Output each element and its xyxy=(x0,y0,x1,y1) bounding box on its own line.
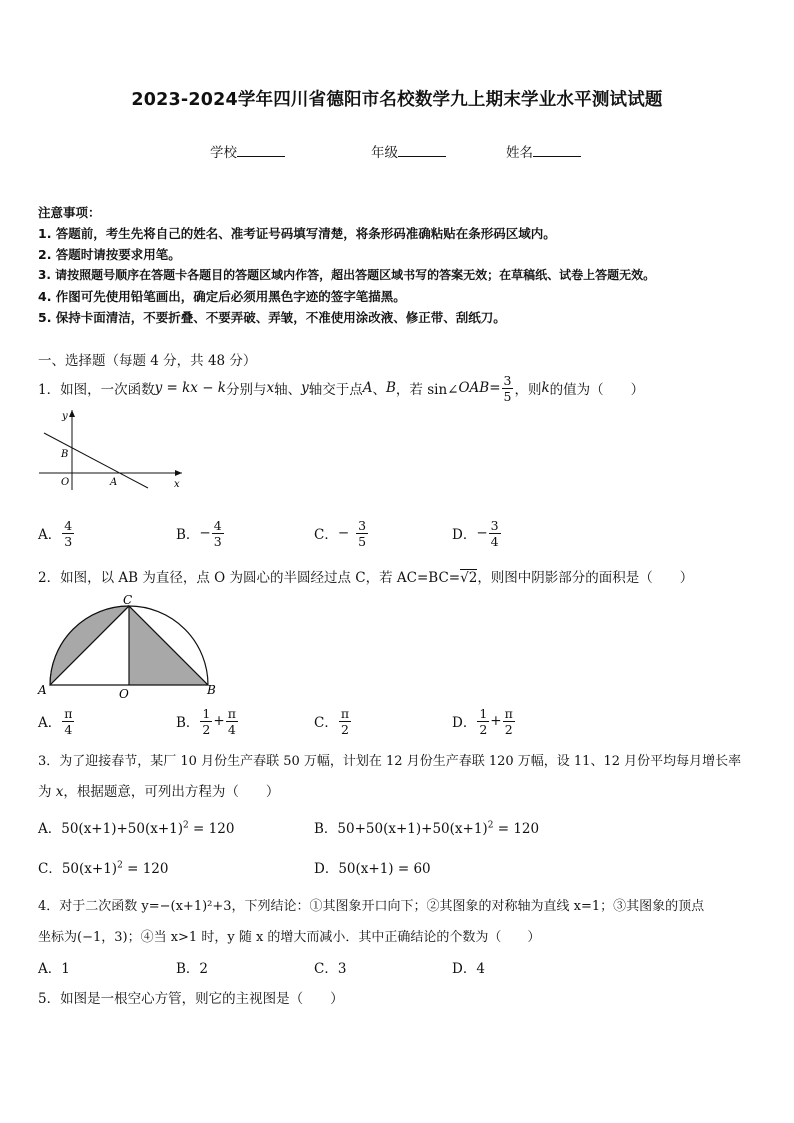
numerator: 4 xyxy=(64,517,73,533)
q4-stem-line1: 4．对于二次函数 y=−(x+1)²+3，下列结论：①其图象开口向下；②其图象的对称轴为直线 x=1；③其图象的顶点 xyxy=(38,899,705,914)
denominator: 4 xyxy=(227,721,236,737)
q2-text: ，则图中阴影部分的面积是（ ） xyxy=(477,570,694,586)
denominator: 5 xyxy=(358,533,367,549)
option-label: B． xyxy=(176,715,200,731)
q2-option-c[interactable] xyxy=(314,702,352,740)
q1-text: = xyxy=(489,380,501,396)
q1-option-b[interactable] xyxy=(176,514,225,552)
option-label: C． xyxy=(314,527,338,543)
option-expression: = 120 xyxy=(493,821,540,837)
name-label: 姓名 xyxy=(506,145,533,161)
label-y: y xyxy=(62,411,68,422)
option-expression: = 120 xyxy=(188,821,235,837)
q1-option-c[interactable] xyxy=(314,514,369,552)
note-item: 2. 答题时请按要求用笔。 xyxy=(38,247,181,262)
q3-stem-line2 xyxy=(38,780,279,800)
option-fraction xyxy=(489,518,501,549)
q3-option-d[interactable] xyxy=(314,857,431,877)
option-expression: 50+50(x+1)+50(x+1) xyxy=(337,821,488,837)
label-b: B xyxy=(61,449,69,460)
denominator: 5 xyxy=(503,388,512,404)
q1-var-y: y xyxy=(301,380,309,396)
q5-stem: 5．如图是一根空心方管，则它的主视图是（ ） xyxy=(38,991,344,1007)
option-expression: 50(x+1)+50(x+1) xyxy=(61,821,184,837)
denominator: 3 xyxy=(213,533,222,549)
notes-heading: 注意事项： xyxy=(38,205,101,220)
option-expression: = 120 xyxy=(122,861,169,877)
name-blank[interactable] xyxy=(533,144,581,157)
q2-figure xyxy=(34,592,224,702)
q1-text: 、 xyxy=(372,382,386,398)
plus-sign: + xyxy=(213,713,225,729)
note-item: 4. 作图可先使用铅笔画出，确定后必须用黑色字迹的签字笔描黑。 xyxy=(38,289,406,304)
q1-var-x: x xyxy=(266,380,275,396)
option-fraction xyxy=(212,518,224,549)
label-o: O xyxy=(119,687,129,701)
q1-option-d[interactable] xyxy=(452,514,502,552)
x-axis-arrow xyxy=(175,470,182,476)
q1-text: 的值为（ ） xyxy=(549,382,645,398)
q3-stem-line1: 3．为了迎接春节，某厂 10 月份生产春联 50 万幅，计划在 12 月份生产春联 120 万幅，设 11、12 月份平均每月增长率 xyxy=(38,754,742,769)
note-item: 5. 保持卡面清洁，不要折叠、不要弄破、弄皱，不准使用涂改液、修正带、刮纸刀。 xyxy=(38,310,506,325)
denominator: 4 xyxy=(64,721,73,737)
q3-text: ，根据题意，可列出方程为（ ） xyxy=(63,784,280,800)
option-label: D． xyxy=(314,861,339,877)
numerator: π xyxy=(227,705,236,721)
q1-function: y = kx − k xyxy=(154,380,226,396)
school-blank[interactable] xyxy=(237,144,285,157)
q2-text: 2．如图，以 AB 为直径，点 O 为圆心的半圆经过点 C，若 AC=BC= xyxy=(38,570,461,586)
note-item: 1. 答题前，考生先将自己的姓名、准考证号码填写清楚，将条形码准确粘贴在条形码区域内。 xyxy=(38,226,556,241)
school-field[interactable] xyxy=(210,141,285,161)
option-fraction xyxy=(477,706,489,737)
q1-point-a: A xyxy=(362,380,373,396)
option-label: B． xyxy=(176,527,200,543)
denominator: 2 xyxy=(340,721,349,737)
numerator: π xyxy=(64,705,73,721)
option-sign: − xyxy=(199,525,211,541)
q4-stem-line2: 坐标为(−1，3)；④当 x>1 时，y 随 x 的增大而减小．其中正确结论的个数为（ ） xyxy=(38,930,541,945)
option-fraction xyxy=(62,706,74,737)
q3-option-c[interactable] xyxy=(38,857,168,877)
q1-text: ，若 sin∠ xyxy=(395,382,459,398)
denominator: 4 xyxy=(490,533,499,549)
page-title: 2023-2024学年四川省德阳市名校数学九上期末学业水平测试试题 xyxy=(131,90,663,110)
option-label: A． xyxy=(38,821,62,837)
q3-option-a[interactable] xyxy=(38,817,234,837)
option-exponent: 2 xyxy=(487,820,494,831)
option-label: B． xyxy=(314,821,338,837)
option-fraction xyxy=(226,706,238,737)
denominator: 2 xyxy=(479,721,488,737)
label-a: A xyxy=(38,683,47,697)
option-expression: 50(x+1) xyxy=(61,861,118,877)
q1-option-a[interactable] xyxy=(38,514,75,552)
q3-var-x: x xyxy=(55,784,64,800)
numerator: 1 xyxy=(479,705,488,721)
q1-text: 1．如图，一次函数 xyxy=(38,382,155,398)
function-line xyxy=(44,433,148,488)
option-sign: − xyxy=(476,525,488,541)
denominator: 3 xyxy=(64,533,73,549)
numerator: 3 xyxy=(503,372,512,388)
option-label: C． xyxy=(314,715,338,731)
option-label: C． xyxy=(38,861,62,877)
q4-option-a[interactable]: A．1 xyxy=(38,961,70,977)
option-exponent: 2 xyxy=(117,860,123,871)
q1-fraction xyxy=(502,373,514,404)
grade-blank[interactable] xyxy=(398,144,446,157)
numerator: 3 xyxy=(358,517,367,533)
q1-text: 轴、 xyxy=(274,382,302,398)
numerator: π xyxy=(504,705,513,721)
denominator: 2 xyxy=(504,721,513,737)
label-x: x xyxy=(174,479,180,490)
q3-option-b[interactable] xyxy=(314,817,539,837)
option-fraction xyxy=(62,518,74,549)
q4-option-c[interactable]: C．3 xyxy=(314,961,347,977)
grade-label: 年级 xyxy=(371,145,398,161)
option-sign: − xyxy=(337,525,350,541)
numerator: 3 xyxy=(490,517,499,533)
label-c: C xyxy=(123,593,133,607)
option-fraction xyxy=(339,706,351,737)
option-label: D． xyxy=(452,527,477,543)
option-label: A． xyxy=(38,715,62,731)
q2-radical: √2 xyxy=(460,570,478,586)
q1-angle: OAB xyxy=(458,380,490,396)
q1-stem xyxy=(38,371,644,405)
numerator: π xyxy=(340,705,350,721)
q4-option-d[interactable]: D．4 xyxy=(452,961,485,977)
grade-field[interactable] xyxy=(371,141,446,161)
q4-option-b[interactable]: B．2 xyxy=(176,961,209,977)
option-exponent: 2 xyxy=(183,820,189,831)
option-label: A． xyxy=(38,527,62,543)
option-expression: 50(x+1) = 60 xyxy=(338,861,431,877)
numerator: 1 xyxy=(202,705,211,721)
label-a: A xyxy=(110,477,118,488)
option-fraction xyxy=(503,706,515,737)
q2-option-d[interactable] xyxy=(452,702,516,740)
q1-text: ，则 xyxy=(514,382,542,398)
label-b: B xyxy=(207,683,216,697)
plus-sign: + xyxy=(490,713,502,729)
q1-var-k: k xyxy=(541,380,550,396)
q3-text: 为 xyxy=(38,784,56,800)
q2-option-a[interactable] xyxy=(38,702,75,740)
q1-text: 轴交于点 xyxy=(308,382,363,398)
name-field[interactable] xyxy=(506,141,581,161)
note-item: 3. 请按照题号顺序在答题卡各题目的答题区域内作答，超出答题区域书写的答案无效；在草稿纸、试卷上答题无效。 xyxy=(38,268,656,282)
q1-text: 分别与 xyxy=(225,382,267,398)
q1-point-b: B xyxy=(386,380,396,396)
q2-stem xyxy=(38,566,693,586)
option-fraction xyxy=(200,706,212,737)
numerator: 4 xyxy=(213,517,222,533)
q2-option-b[interactable] xyxy=(176,702,239,740)
y-axis-arrow xyxy=(69,410,75,417)
denominator: 2 xyxy=(202,721,211,737)
label-o: O xyxy=(61,477,70,488)
option-fraction xyxy=(356,518,368,549)
school-label: 学校 xyxy=(210,145,237,161)
section-heading: 一、选择题（每题 4 分，共 48 分） xyxy=(38,353,257,369)
option-label: D． xyxy=(452,715,477,731)
q1-graph xyxy=(34,405,194,495)
